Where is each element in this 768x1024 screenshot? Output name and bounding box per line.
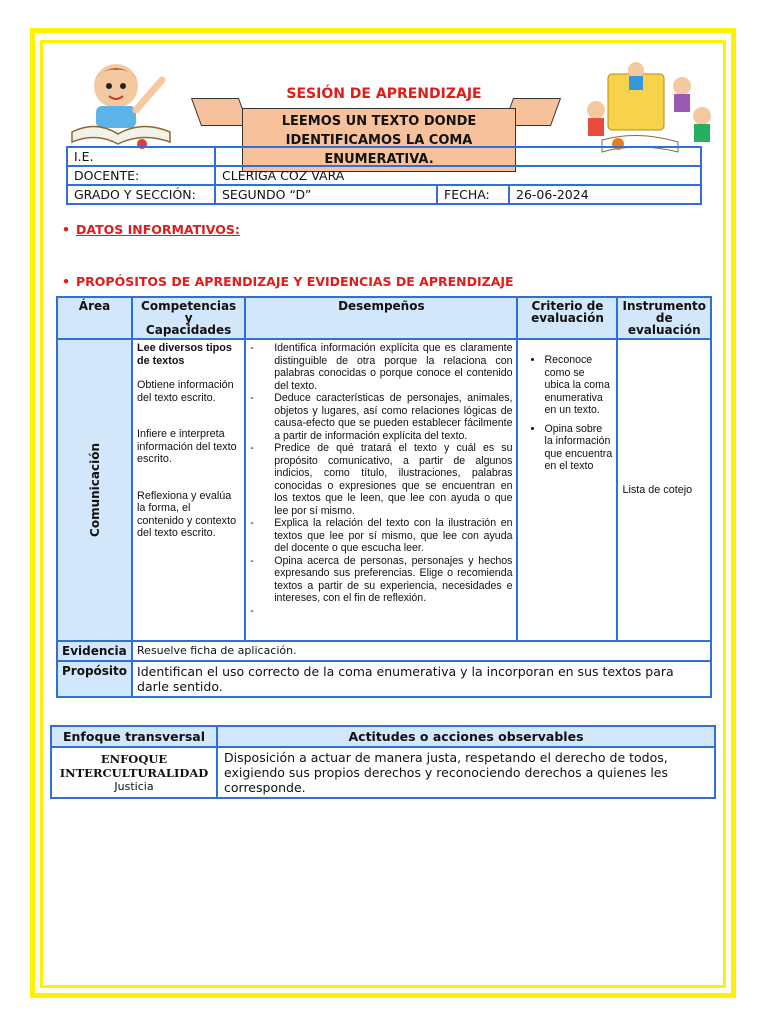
- enfoque-text: Disposición a actuar de manera justa, respetando el derecho de todos, exigiendo sus propios derechos y reconociendo derechos a quienes les corresponde.: [217, 747, 715, 798]
- propositos-heading: [62, 274, 514, 289]
- children-reading-illustration: [578, 60, 720, 156]
- evidencia-label: Evidencia: [57, 641, 132, 661]
- criterio-cell: [517, 339, 617, 641]
- capacidad-3: Reflexiona y evalúa la forma, el contenido y contexto del texto escrito.: [137, 489, 237, 539]
- enfoque-name-cell: [51, 747, 217, 798]
- header-desempenos: Desempeños: [245, 297, 517, 339]
- desempeno-text: Identifica información explícita que es claramente distinguible de otra porque la relaciona con palabras conocidas o porque conoce el contenido del texto.: [274, 342, 513, 392]
- grado-value: SEGUNDO “D”: [215, 185, 437, 204]
- table-row: [57, 641, 711, 661]
- enfoque-header-left: Enfoque transversal: [51, 726, 217, 747]
- ie-label: I.E.: [67, 147, 215, 166]
- capacidad-2: Infiere e interpreta información del texto escrito.: [137, 428, 237, 465]
- criterio-item: • Reconoce como se ubica la coma enumerativa en un texto.: [544, 354, 612, 417]
- desempeno-text: Deduce características de personajes, animales, objetos y lugares, así como relaciones lógicas de causa-efecto que se pueden establecer fácilmente a partir de información explícita del texto.: [274, 392, 513, 442]
- area-label: Comunicación: [87, 443, 102, 537]
- docente-label: DOCENTE:: [67, 166, 215, 185]
- list-item: - Identifica información explícita que es claramente distinguible de otra porque la relaciona con palabras conocidas o porque conoce el contenido del texto.: [250, 342, 513, 392]
- enfoque-table: [50, 725, 716, 799]
- header-criterio: Criterio de evaluación: [517, 297, 617, 339]
- table-row: [67, 147, 701, 166]
- table-row: [51, 747, 715, 798]
- docente-value: CLERIGA COZ VARA: [215, 166, 701, 185]
- list-item: -: [250, 604, 254, 617]
- evidencia-value: Resuelve ficha de aplicación.: [132, 641, 711, 661]
- header-competencias: Competencias y Capacidades: [132, 297, 245, 339]
- banner-left-tab: [191, 98, 249, 126]
- desempenos-cell: [245, 339, 517, 641]
- learning-table: [56, 296, 712, 698]
- header-instrumento: Instrumento de evaluación: [617, 297, 711, 339]
- fecha-value: 26-06-2024: [509, 185, 701, 204]
- instrumento-cell: Lista de cotejo: [617, 339, 711, 641]
- area-cell: [57, 339, 132, 641]
- enfoque-name: ENFOQUE INTERCULTURALIDAD: [59, 752, 209, 780]
- table-row: [67, 185, 701, 204]
- competencia-text: Lee diversos tipos de textos: [137, 342, 232, 367]
- bullet-icon: •: [62, 274, 70, 289]
- enfoque-sub: Justicia: [114, 780, 154, 793]
- banner-text: LEEMOS UN TEXTO DONDE IDENTIFICAMOS LA COMA ENUMERATIVA.: [281, 113, 477, 167]
- grado-label: GRADO Y SECCIÓN:: [67, 185, 215, 204]
- enfoque-header-right: Actitudes o acciones observables: [217, 726, 715, 747]
- bullet-icon: •: [62, 222, 70, 237]
- table-row: [57, 339, 711, 641]
- header-area: Área: [57, 297, 132, 339]
- list-item: - Deduce características de personajes, animales, objetos y lugares, así como relaciones lógicas de causa-efecto que se pueden establecer fácilmente a partir de información explícita del texto.: [250, 392, 513, 442]
- capacidad-1: Obtiene información del texto escrito.: [137, 379, 234, 404]
- datos-text: DATOS INFORMATIVOS:: [76, 222, 240, 237]
- list-item: - Opina acerca de personas, personajes y hechos expresando sus preferencias. Elige o recomienda textos a partir de su experiencia, necesidades e intereses, con el fin de reflexión.: [250, 554, 513, 604]
- datos-informativos-heading: [62, 222, 240, 237]
- list-item: - Predice de qué tratará el texto y cuál es su propósito comunicativo, a partir de algunos indicios, como título, ilustraciones, palabras conocidas o expresiones que se encuentran en los textos que le leen, que lee con ayuda o que lee por sí mismo.: [250, 442, 513, 517]
- desempeno-text: Predice de qué tratará el texto y cuál es su propósito comunicativo, a partir de algunos indicios, como título, ilustraciones, palabras conocidas o expresiones que se encuentran en los textos que le leen, que lee con ayuda o que lee por sí mismo.: [274, 442, 513, 517]
- proposito-value: Identifican el uso correcto de la coma enumerativa y la incorporan en sus textos para darle sentido.: [132, 661, 711, 697]
- criterio-item: • Opina sobre la información que encuentra en el texto: [544, 423, 612, 473]
- header-row: [51, 726, 715, 747]
- header-row: [57, 297, 711, 339]
- fecha-label: FECHA:: [437, 185, 509, 204]
- page-title: SESIÓN DE APRENDIZAJE: [286, 86, 482, 102]
- propositos-text: PROPÓSITOS DE APRENDIZAJE Y EVIDENCIAS DE APRENDIZAJE: [76, 274, 514, 289]
- info-table: [66, 146, 702, 205]
- desempeno-text: Opina acerca de personas, personajes y hechos expresando sus preferencias. Elige o recomienda textos a partir de su experiencia, necesidades e intereses, con el fin de reflexión.: [274, 554, 513, 604]
- table-row: [67, 166, 701, 185]
- list-item: - Explica la relación del texto con la ilustración en textos que lee por sí mismo, que lee con ayuda del docente o que escucha leer.: [250, 517, 513, 554]
- boy-reading-illustration: [66, 54, 182, 150]
- table-row: [57, 661, 711, 697]
- desempeno-text: Explica la relación del texto con la ilustración en textos que lee por sí mismo, que lee con ayuda del docente o que escucha leer.: [274, 517, 513, 554]
- ie-value: [215, 147, 701, 166]
- proposito-label: Propósito: [57, 661, 132, 697]
- competencias-cell: [132, 339, 245, 641]
